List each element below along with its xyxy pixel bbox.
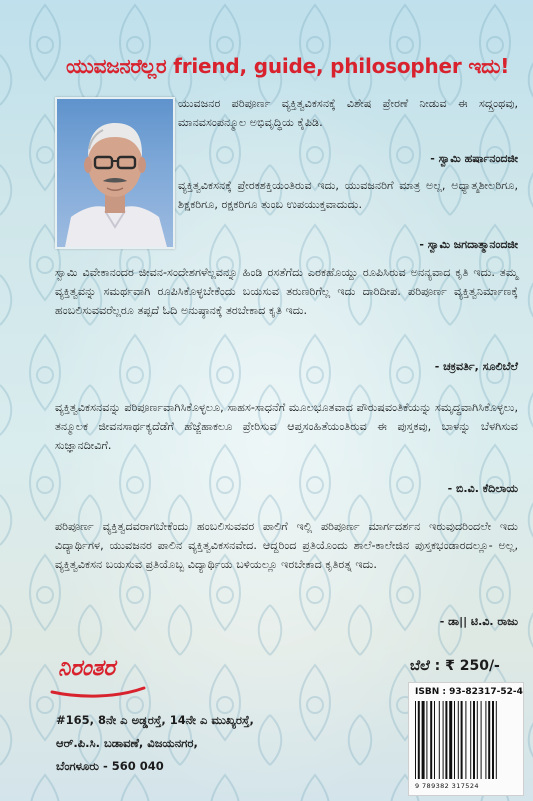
headline: ಯುವಜನರೆಲ್ಲರ friend, guide, philosopher ಇದು! [66, 54, 510, 78]
quote-attribution: - ಸ್ವಾಮಿ ಹರ್ಷಾನಂದಜೀ [430, 152, 518, 165]
quote-text: ವ್ಯಕ್ತಿತ್ವವಿಕಸನಕ್ಕೆ ಪ್ರೇರಕಶಕ್ತಿಯಂತಿರುವ ಇದು, ಯುವಜನರಿಗೆ ಮಾತ್ರ ಅಲ್ಲ, ಅಧ್ಯಾತ್ಮಶೀಲರಿಗೂ, ಶಿಕ್ಷಕರಿಗೂ, ರಕ್ಷಕರಿಗೂ ತುಂಬ ಉಪಯುಕ್ತವಾದುದು. [178, 179, 518, 211]
quote-attribution: - ಬಿ.ವಿ. ಕೆದಿಲಾಯ [447, 482, 518, 495]
logo-swoosh-icon [50, 686, 146, 698]
quote-text: ಪರಿಪೂರ್ಣ ವ್ಯಕ್ತಿತ್ವದವರಾಗಬೇಕೆಂದು ಹಂಬಲಿಸುವವರ ಪಾಲಿಗೆ ಇಲ್ಲಿ ಪರಿಪೂರ್ಣ ಮಾರ್ಗದರ್ಶನ ಇರುವುದರಿಂದಲೇ ಇದು ವಿದ್ಯಾರ್ಥಿಗಳ, ಯುವಜನರ ಪಾಲಿನ ವ್ಯಕ್ತಿತ್ವವಿಕಸನವೇದ. ಆದ್ದರಿಂದ ಪ್ರತಿಯೊಂದು ಶಾಲೆ-ಕಾಲೇಜಿನ ಪುಸ್ತಕಭಂಡಾರದಲ್ಲೂ- ಅಲ್ಲ, ವ್ಯಕ್ತಿತ್ವವಿಕಸನ ಬಯಸುವ ಪ್ರತಿಯೊಬ್ಬ ವಿದ್ಯಾರ್ಥಿಯ ಬಳಿಯಲ್ಲೂ ಇರಬೇಕಾದ ಕೃತಿರತ್ನ ಇದು. [55, 520, 518, 571]
barcode-icon [413, 701, 519, 781]
quote-attribution: - ಡಾ|| ಟಿ.ವಿ. ರಾಜು [439, 615, 518, 628]
address-line: ಆರ್.ಪಿ.ಸಿ. ಬಡಾವಣೆ, ವಿಜಯನಗರ, [56, 736, 198, 750]
barcode-number: 9 789382 317524 [415, 782, 479, 790]
author-photo [55, 97, 175, 249]
barcode-block [408, 682, 524, 796]
address-line: ಬೆಂಗಳೂರು - 560 040 [56, 759, 164, 773]
publisher-logo: ನಿರಂತರ [58, 655, 115, 681]
isbn-label: ISBN : 93-82317-52-4 [415, 687, 523, 697]
quote-text: ವ್ಯಕ್ತಿತ್ವವಿಕಸನವನ್ನು ಪರಿಪೂರ್ಣವಾಗಿಸಿಕೊಳ್ಳಲೂ, ಸಾಹಸ-ಸಾಧನೆಗೆ ಮೂಲಭೂತವಾದ ಪೌರುಷವಂತಿಕೆಯನ್ನು ಸಮೃದ್ಧವಾಗಿಸಿಕೊಳ್ಳಲು, ತನ್ಮೂಲಕ ಜೀವನಸಾರ್ಥಕ್ಯದೆಡೆಗೆ ಹೆಜ್ಜೆಹಾಕಲೂ ಪ್ರೇರಿಸುವ ಆಪ್ತಸಂಹಿತೆಯಂತಿರುವ ಈ ಪುಸ್ತಕವು, ಬಾಳನ್ನು ಬೆಳಗಿಸುವ ಸುಜ್ಞಾನದೀವಿಗೆ. [55, 401, 518, 452]
price-label: ಬೆಲೆ : ₹ 250/- [410, 658, 500, 674]
quote-text: ಸ್ವಾಮಿ ವಿವೇಕಾನಂದರ ಜೀವನ-ಸಂದೇಶಗಳೆಲ್ಲವನ್ನೂ ಹಿಂಡಿ ರಸತೆಗೆದು ಎರಕಹೊಯ್ದು ರೂಪಿಸಿರುವ ಅನನ್ಯವಾದ ಕೃತಿ ಇದು. ತಮ್ಮ ವ್ಯಕ್ತಿತ್ವವನ್ನು ಸಮರ್ಥವಾಗಿ ರೂಪಿಸಿಕೊಳ್ಳಬೇಕೆಂದು ಬಯಸುವ ತರುಣರಿಗೆಲ್ಲ ಇದು ದಾರಿದೀಪ. ಪರಿಪೂರ್ಣ ವ್ಯಕ್ತಿತ್ವನಿರ್ಮಾಣಕ್ಕೆ ಹಂಬಲಿಸುವವರೆಲ್ಲರೂ ತಪ್ಪದೆ ಓದಿ ಅನುಷ್ಠಾನಕ್ಕೆ ತರಬೇಕಾದ ಕೃತಿ ಇದು. [55, 266, 518, 317]
quote-attribution: - ಚಕ್ರವರ್ತಿ, ಸೂಲಿಬೆಲೆ [434, 360, 518, 373]
quote-attribution: - ಸ್ವಾಮಿ ಜಗದಾತ್ಮಾನಂದಜೀ [419, 238, 518, 251]
address-line: #165, 8ನೇ ಎ ಅಡ್ಡರಸ್ತೆ, 14ನೇ ಎ ಮುಖ್ಯರಸ್ತೆ, [56, 713, 254, 727]
publisher-address [56, 709, 356, 778]
quote-text: ಯುವಜನರ ಪರಿಪೂರ್ಣ ವ್ಯಕ್ತಿತ್ವವಿಕಸನಕ್ಕೆ ವಿಶೇಷ ಪ್ರೇರಣೆ ನೀಡುವ ಈ ಸದ್ಗ್ರಂಥವು, ಮಾನವಸಂಪನ್ಮೂಲ ಅಭಿವೃದ್ಧಿಯ ಕೈಪಿಡಿ. [178, 97, 518, 129]
